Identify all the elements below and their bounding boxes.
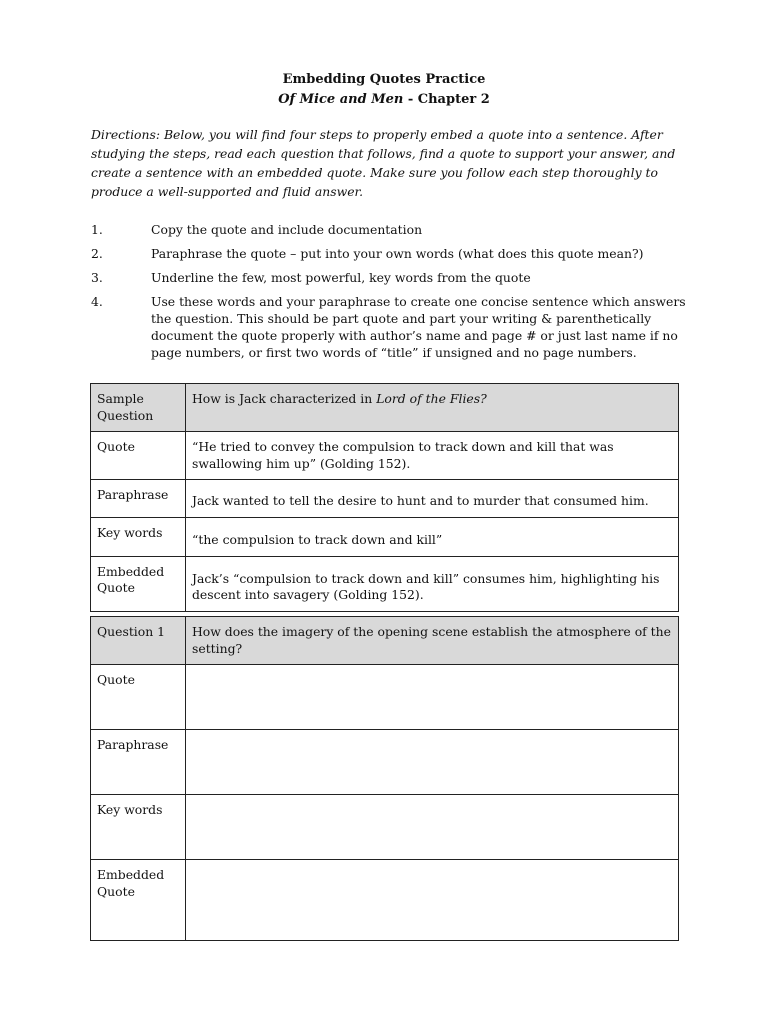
step-text: Use these words and your paraphrase to create one concise sentence which answers the question. This should be part quote and part your writing & parenthetically document the quote properly with author’s name and page # or just last name if no page numbers, or first two words of “title” if unsigned and no page numbers. (151, 294, 686, 360)
row-label: Sample Question (91, 384, 186, 432)
table-header-row (91, 617, 679, 665)
question-1-table (90, 616, 679, 941)
question-prefix: How is Jack characterized in (192, 391, 377, 406)
table-row (91, 480, 679, 518)
row-label: Key words (91, 795, 186, 860)
step-item (91, 245, 691, 262)
answer-cell-paraphrase[interactable] (186, 730, 679, 795)
sample-question-text (186, 384, 679, 432)
answer-cell-quote[interactable] (186, 665, 679, 730)
sample-question-table (90, 383, 679, 612)
chapter-label: - Chapter 2 (403, 92, 490, 107)
row-value: Jack wanted to tell the desire to hunt and to murder that consumed him. (186, 480, 679, 518)
step-number: 2. (91, 246, 103, 261)
row-value: “He tried to convey the compulsion to track down and kill that was swallowing him up” (Golding 152). (186, 432, 679, 480)
page-subtitle (0, 90, 768, 110)
row-label: Question 1 (91, 617, 186, 665)
table-row (91, 795, 679, 860)
table-header-row (91, 384, 679, 432)
table-row (91, 665, 679, 730)
step-text: Copy the quote and include documentation (151, 222, 423, 237)
table-row (91, 518, 679, 557)
row-label: Embedded Quote (91, 556, 186, 611)
step-text: Underline the few, most powerful, key words from the quote (151, 270, 531, 285)
book-title: Of Mice and Men (278, 92, 404, 107)
steps-list (91, 221, 691, 368)
table-row (91, 556, 679, 611)
row-label: Quote (91, 665, 186, 730)
row-label: Key words (91, 518, 186, 557)
step-number: 4. (91, 294, 103, 309)
step-number: 1. (91, 222, 103, 237)
row-label: Paraphrase (91, 480, 186, 518)
book-title-italic: Lord of the Flies? (376, 391, 487, 406)
step-number: 3. (91, 270, 103, 285)
directions-paragraph: Directions: Below, you will find four steps to properly embed a quote into a sentence. After studying the steps, read each question that follows, find a quote to support your answer, and create a sentence with an embedded quote. Make sure you follow each step thoroughly to produce a well-supported and fluid answer. (91, 127, 676, 199)
step-item (91, 221, 691, 238)
question-1-text: How does the imagery of the opening scene establish the atmosphere of the setting? (186, 617, 679, 665)
page-title: Embedding Quotes Practice (282, 72, 486, 87)
table-row (91, 860, 679, 941)
row-label: Embedded Quote (91, 860, 186, 941)
worksheet-header (0, 70, 768, 110)
table-row (91, 432, 679, 480)
row-label: Quote (91, 432, 186, 480)
row-label: Paraphrase (91, 730, 186, 795)
table-row (91, 730, 679, 795)
row-value: “the compulsion to track down and kill” (186, 518, 679, 557)
answer-cell-embedded-quote[interactable] (186, 860, 679, 941)
answer-cell-key-words[interactable] (186, 795, 679, 860)
step-text: Paraphrase the quote – put into your own words (what does this quote mean?) (151, 246, 644, 261)
step-item (91, 269, 691, 286)
step-item (91, 293, 691, 361)
row-value: Jack’s “compulsion to track down and kill” consumes him, highlighting his descent into savagery (Golding 152). (186, 556, 679, 611)
